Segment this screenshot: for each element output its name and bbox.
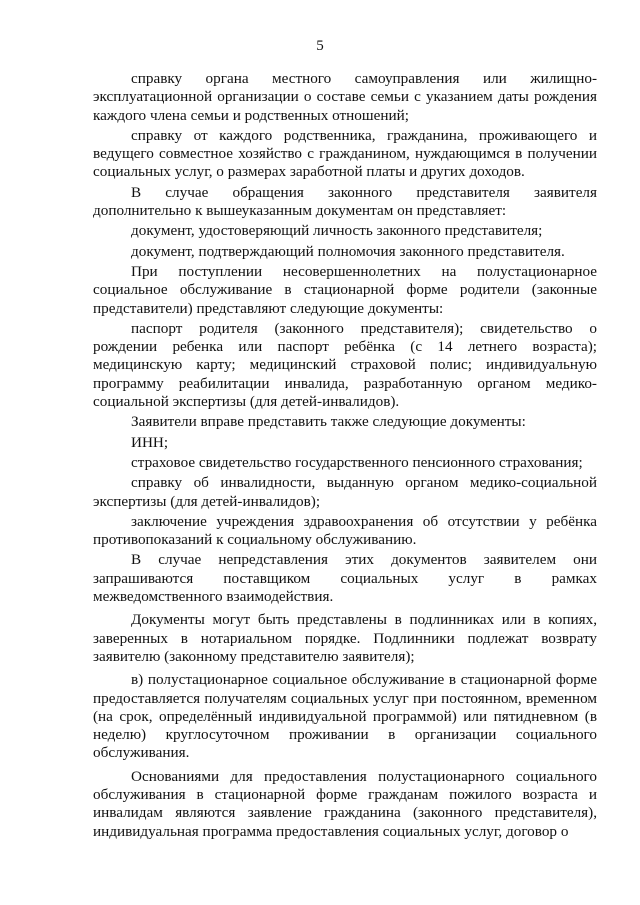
paragraph: заключение учреждения здравоохранения об отсутствии у ребёнка противопоказаний к социальному обслуживанию. — [93, 512, 597, 549]
paragraph: документ, удостоверяющий личность законного представителя; — [131, 222, 543, 240]
paragraph: страховое свидетельство государственного пенсионного страхования; — [131, 453, 583, 471]
paragraph: паспорт родителя (законного представителя); свидетельство о рождении ребенка или паспорт ребёнка (с 14 летнего возраста); медицинскую карту; медицинский страховой полис; индивидуальную программу реабилитации инвалида, разработанную органом медико-социальной экспертизы (для детей-инвалидов). — [93, 319, 597, 411]
paragraph: в) полустационарное социальное обслуживание в стационарной форме предоставляется получателям социальных услуг при постоянном, временном (на срок, определённый индивидуальной программой) или пятидневном (в неделю) круглосуточном проживании в организации социального обслуживания. — [93, 671, 597, 762]
paragraph: Основаниями для предоставления полустационарного социального обслуживания в стационарной форме гражданам пожилого возраста и инвалидам являются заявление гражданина (законного представителя), индивидуальная программа предоставления социальных услуг, договор о — [93, 767, 597, 840]
paragraph: Заявители вправе представить также следующие документы: — [131, 413, 526, 431]
paragraph: справку от каждого родственника, гражданина, проживающего и ведущего совместное хозяйство с гражданином, нуждающимся в получении социальных услуг, о размерах заработной платы и других доходов. — [93, 126, 597, 181]
paragraph: При поступлении несовершеннолетних на полустационарное социальное обслуживание в стационарной форме родители (законные представители) представляют следующие документы: — [93, 262, 597, 317]
page-number: 5 — [316, 38, 324, 54]
paragraph: Документы могут быть представлены в подлинниках или в копиях, заверенных в нотариальном порядке. Подлинники подлежат возврату заявителю (законному представителю заявителя); — [93, 611, 597, 665]
paragraph: справку об инвалидности, выданную органом медико-социальной экспертизы (для детей-инвалидов); — [93, 474, 597, 510]
paragraph: ИНН; — [131, 433, 169, 451]
paragraph: справку органа местного самоуправления или жилищно-эксплуатационной организации о составе семьи с указанием даты рождения каждого члена семьи и родственных отношений; — [93, 70, 597, 124]
paragraph: документ, подтверждающий полномочия законного представителя. — [131, 242, 565, 260]
paragraph: В случае непредставления этих документов заявителем они запрашиваются поставщиком социальных услуг в рамках межведомственного взаимодействия. — [93, 551, 597, 606]
paragraph: В случае обращения законного представителя заявителя дополнительно к вышеуказанным документам он представляет: — [93, 183, 597, 220]
document-body — [93, 70, 597, 841]
